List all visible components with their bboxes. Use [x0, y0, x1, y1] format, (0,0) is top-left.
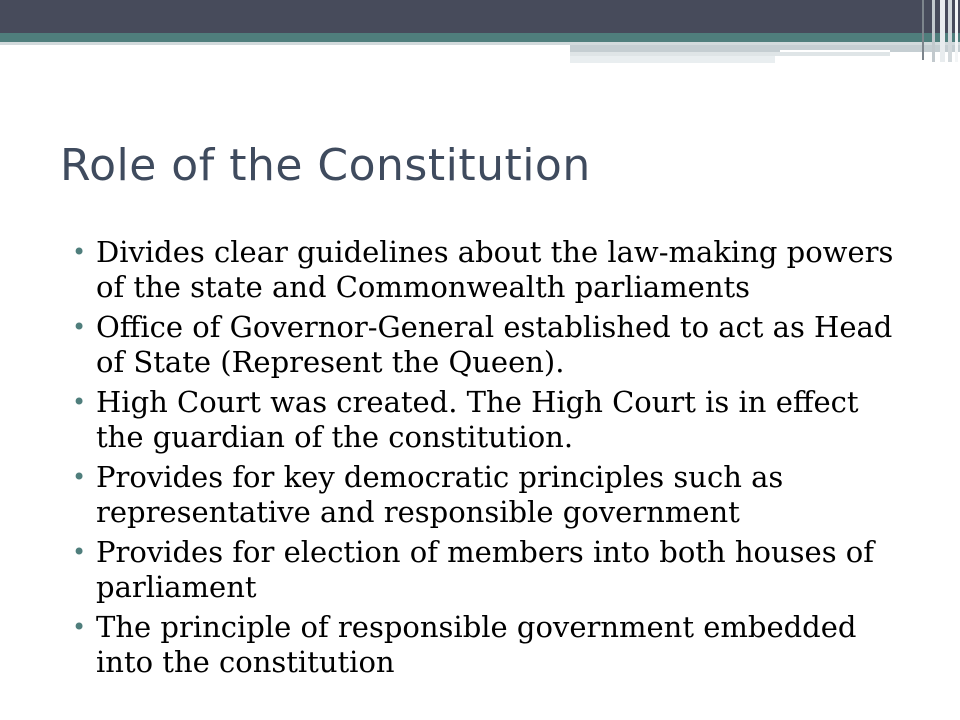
bullet-dot-icon: •	[72, 613, 87, 641]
header-band-teal	[0, 33, 960, 42]
header-pinstripe	[955, 0, 958, 62]
header-band-dark	[0, 0, 960, 33]
bullet-text: Provides for election of members into both houses of parliament	[96, 535, 874, 604]
bullet-item	[72, 610, 912, 680]
bullet-text: Divides clear guidelines about the law-making powers of the state and Commonwealth parliaments	[96, 235, 894, 304]
bullet-dot-icon: •	[72, 463, 87, 491]
bullet-item	[72, 460, 912, 530]
header-accent-bar	[570, 45, 960, 52]
bullet-item	[72, 535, 912, 605]
bullet-item	[72, 385, 912, 455]
slide-title: Role of the Constitution	[60, 140, 591, 191]
bullet-text: Office of Governor-General established to act as Head of State (Represent the Queen).	[96, 310, 893, 379]
header-pinstripe	[940, 0, 945, 62]
bullet-dot-icon: •	[72, 313, 87, 341]
bullet-item	[72, 310, 912, 380]
bullet-text: Provides for key democratic principles such as representative and responsible government	[96, 460, 784, 529]
bullet-dot-icon: •	[72, 388, 87, 416]
bullet-list	[72, 235, 912, 685]
bullet-dot-icon: •	[72, 238, 87, 266]
bullet-dot-icon: •	[72, 538, 87, 566]
bullet-item	[72, 235, 912, 305]
header-pinstripe	[922, 0, 924, 60]
bullet-text: The principle of responsible government embedded into the constitution	[96, 610, 857, 679]
header-pinstripe	[932, 0, 935, 62]
bullet-text: High Court was created. The High Court is in effect the guardian of the constitution.	[96, 385, 859, 454]
header-pinstripe	[948, 0, 952, 62]
header-accent-line	[780, 50, 890, 52]
header-accent-bar	[570, 56, 775, 63]
